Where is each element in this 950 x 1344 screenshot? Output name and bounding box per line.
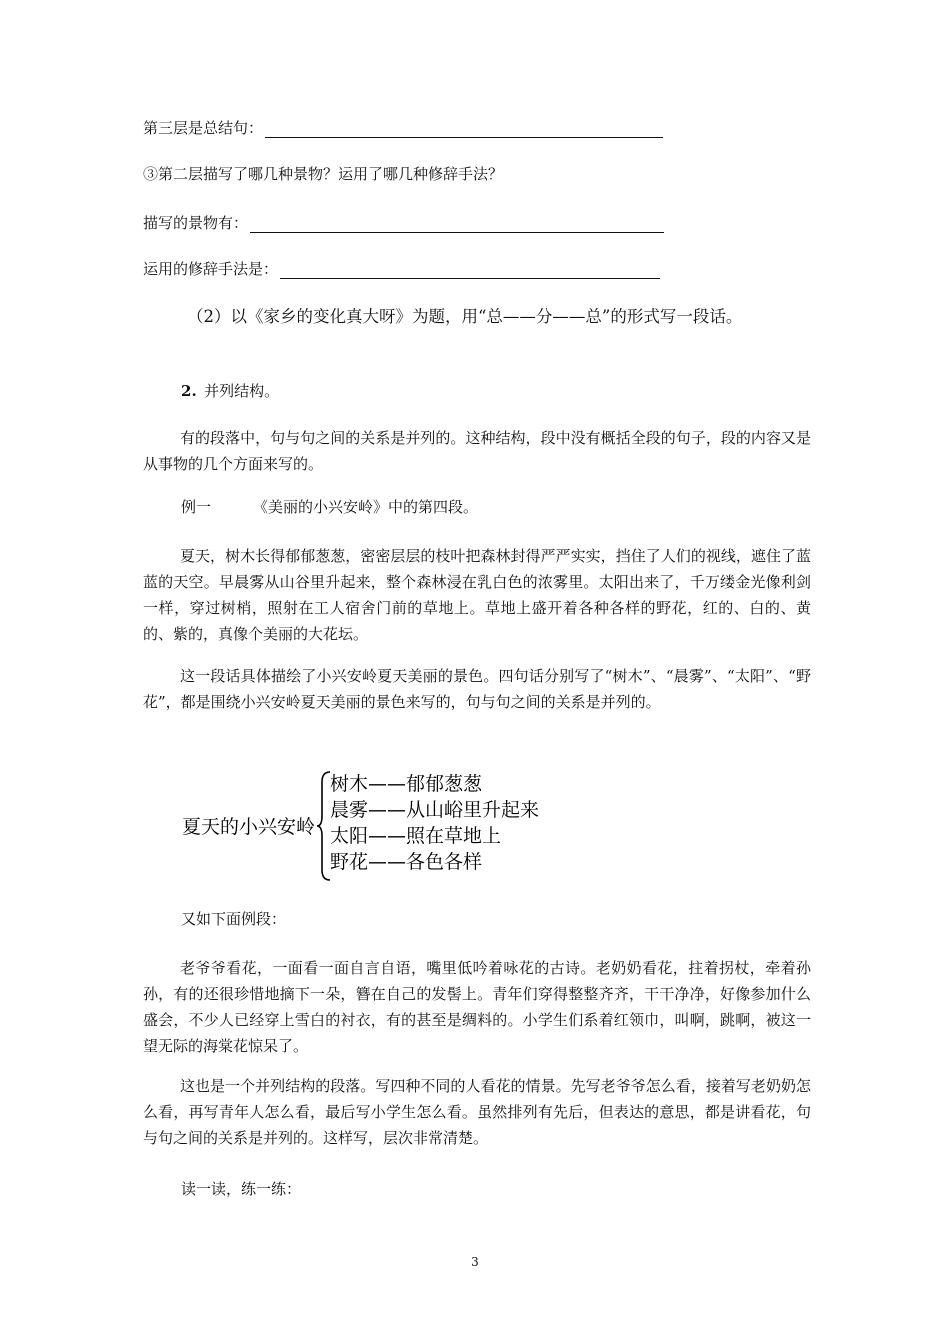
example-label: 例一 [181, 498, 212, 516]
example-2-intro: 又如下面例段： [181, 910, 287, 928]
exercise-label: 读一读，练一练： [181, 1180, 302, 1198]
example-title: 《美丽的小兴安岭》中的第四段。 [253, 498, 479, 516]
example-1-heading [181, 497, 478, 517]
structure-diagram [180, 770, 560, 882]
diagram-root: 夏天的小兴安岭 [182, 816, 316, 838]
intro-paragraph: 有的段落中，句与句之间的关系是并列的。这种结构，段中没有概括全段的句子，段的内容又是从事物的几个方面来写的。 [143, 429, 811, 473]
section-number: 2 [181, 382, 192, 400]
answer-blank[interactable] [280, 264, 660, 279]
fill-line-rhetoric [143, 259, 813, 279]
question-3: ③第二层描写了哪几种景物？运用了哪几种修辞手法？ [143, 165, 504, 183]
example-1-analysis: 这一段话具体描绘了小兴安岭夏天美丽的景色。四句话分别写了“树木”、“晨雾”、“太阳”、“野花”，都是围绕小兴安岭夏天美丽的景色来写的，句与句之间的关系是并列的。 [143, 667, 811, 711]
writing-task-2: （2）以《家乡的变化真大呀》为题，用“总——分——总”的形式写一段话。 [187, 307, 743, 326]
section-heading [181, 381, 279, 401]
section-title: 并列结构。 [204, 382, 280, 400]
fill-line-third-layer [143, 118, 813, 138]
example-2-analysis: 这也是一个并列结构的段落。写四种不同的人看花的情景。先写老爷爷怎么看，接着写老奶奶怎么看，再写青年人怎么看，最后写小学生怎么看。虽然排列有先后，但表达的意思，都是讲看花，句与句之间的关系是并列的。这样写，层次非常清楚。 [143, 1077, 811, 1147]
section-dot: . [191, 382, 197, 400]
page-number: 3 [471, 1255, 479, 1269]
diagram-branch: 太阳——照在草地上 [330, 825, 502, 847]
example-2-text: 老爷爷看花，一面看一面自言自语，嘴里低吟着咏花的古诗。老奶奶看花，拄着拐杖，牵着孙孙，有的还很珍惜地摘下一朵，簪在自己的发髻上。青年们穿得整整齐齐，干干净净，好像参加什么盛会，不少人已经穿上雪白的衬衣，有的甚至是绸料的。小学生们系着红领巾，叫啊，跳啊，被这一望无际的海棠花惊呆了。 [143, 959, 811, 1055]
diagram-branch: 树木——郁郁葱葱 [330, 773, 483, 795]
example-1-text: 夏天，树木长得郁郁葱葱，密密层层的枝叶把森林封得严严实实，挡住了人们的视线，遮住了蓝蓝的天空。早晨雾从山谷里升起来，整个森林浸在乳白色的浓雾里。太阳出来了，千万缕金光像利剑一样，穿过树梢，照射在工人宿舍门前的草地上。草地上盛开着各种各样的野花，红的、白的、黄的、紫的，真像个美丽的大花坛。 [143, 547, 811, 643]
fill-line-label: 描写的景物有： [143, 214, 249, 232]
answer-blank[interactable] [250, 218, 664, 233]
diagram-branch: 野花——各色各样 [330, 851, 483, 873]
answer-blank[interactable] [265, 123, 663, 138]
fill-line-label: 运用的修辞手法是： [143, 260, 279, 278]
diagram-branch: 晨雾——从山峪里升起来 [330, 799, 540, 821]
fill-line-label: 第三层是总结句： [143, 119, 264, 137]
fill-line-scenery [143, 213, 813, 233]
